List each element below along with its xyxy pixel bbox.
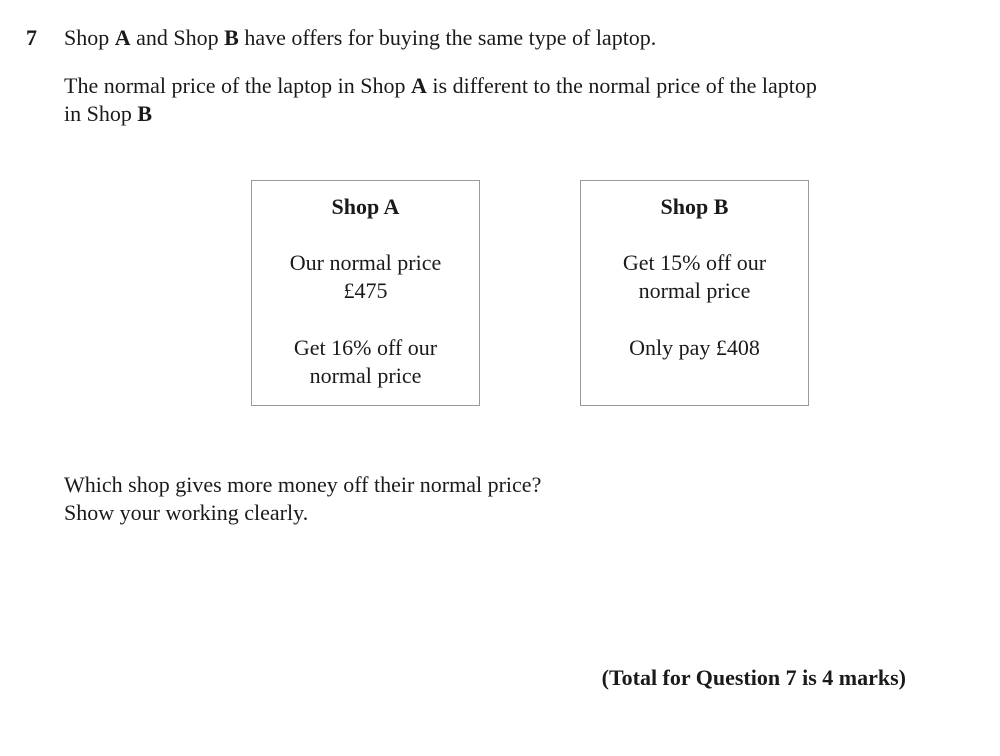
shop-a-line-4: normal price	[309, 363, 422, 388]
question-statement-line-1	[64, 72, 817, 100]
statement-bold-shop-b: B	[137, 101, 153, 126]
question-number: 7	[26, 25, 37, 50]
shop-b-line-2: normal price	[638, 278, 751, 303]
intro-bold-shop-b: B	[224, 25, 239, 50]
question-intro-line	[64, 24, 656, 52]
statement-text-2: is different to the normal price of the laptop	[426, 73, 817, 98]
shop-b-offer-box	[580, 180, 809, 406]
intro-text-1: Shop	[64, 25, 115, 50]
statement-text-1: The normal price of the laptop in Shop	[64, 73, 412, 98]
shop-a-offer-box	[251, 180, 480, 406]
intro-text-3: have offers for buying the same type of laptop.	[238, 25, 657, 50]
statement-text-3: in Shop	[64, 101, 138, 126]
question-instruction: Show your working clearly.	[64, 500, 309, 525]
shop-a-line-3: Get 16% off our	[293, 335, 438, 360]
shop-a-line-1: Our normal price	[289, 250, 442, 275]
intro-text-2: and Shop	[130, 25, 225, 50]
shop-b-title: Shop B	[660, 194, 729, 219]
total-marks: (Total for Question 7 is 4 marks)	[601, 665, 906, 690]
shop-a-normal-price: £475	[343, 278, 388, 303]
shop-a-title: Shop A	[331, 194, 400, 219]
question-prompt: Which shop gives more money off their normal price?	[64, 472, 542, 497]
intro-bold-shop-a: A	[114, 25, 131, 50]
shop-b-line-1: Get 15% off our	[622, 250, 767, 275]
shop-b-sale-price: Only pay £408	[629, 335, 760, 360]
question-statement-line-2	[64, 100, 152, 128]
statement-bold-shop-a: A	[411, 73, 427, 98]
